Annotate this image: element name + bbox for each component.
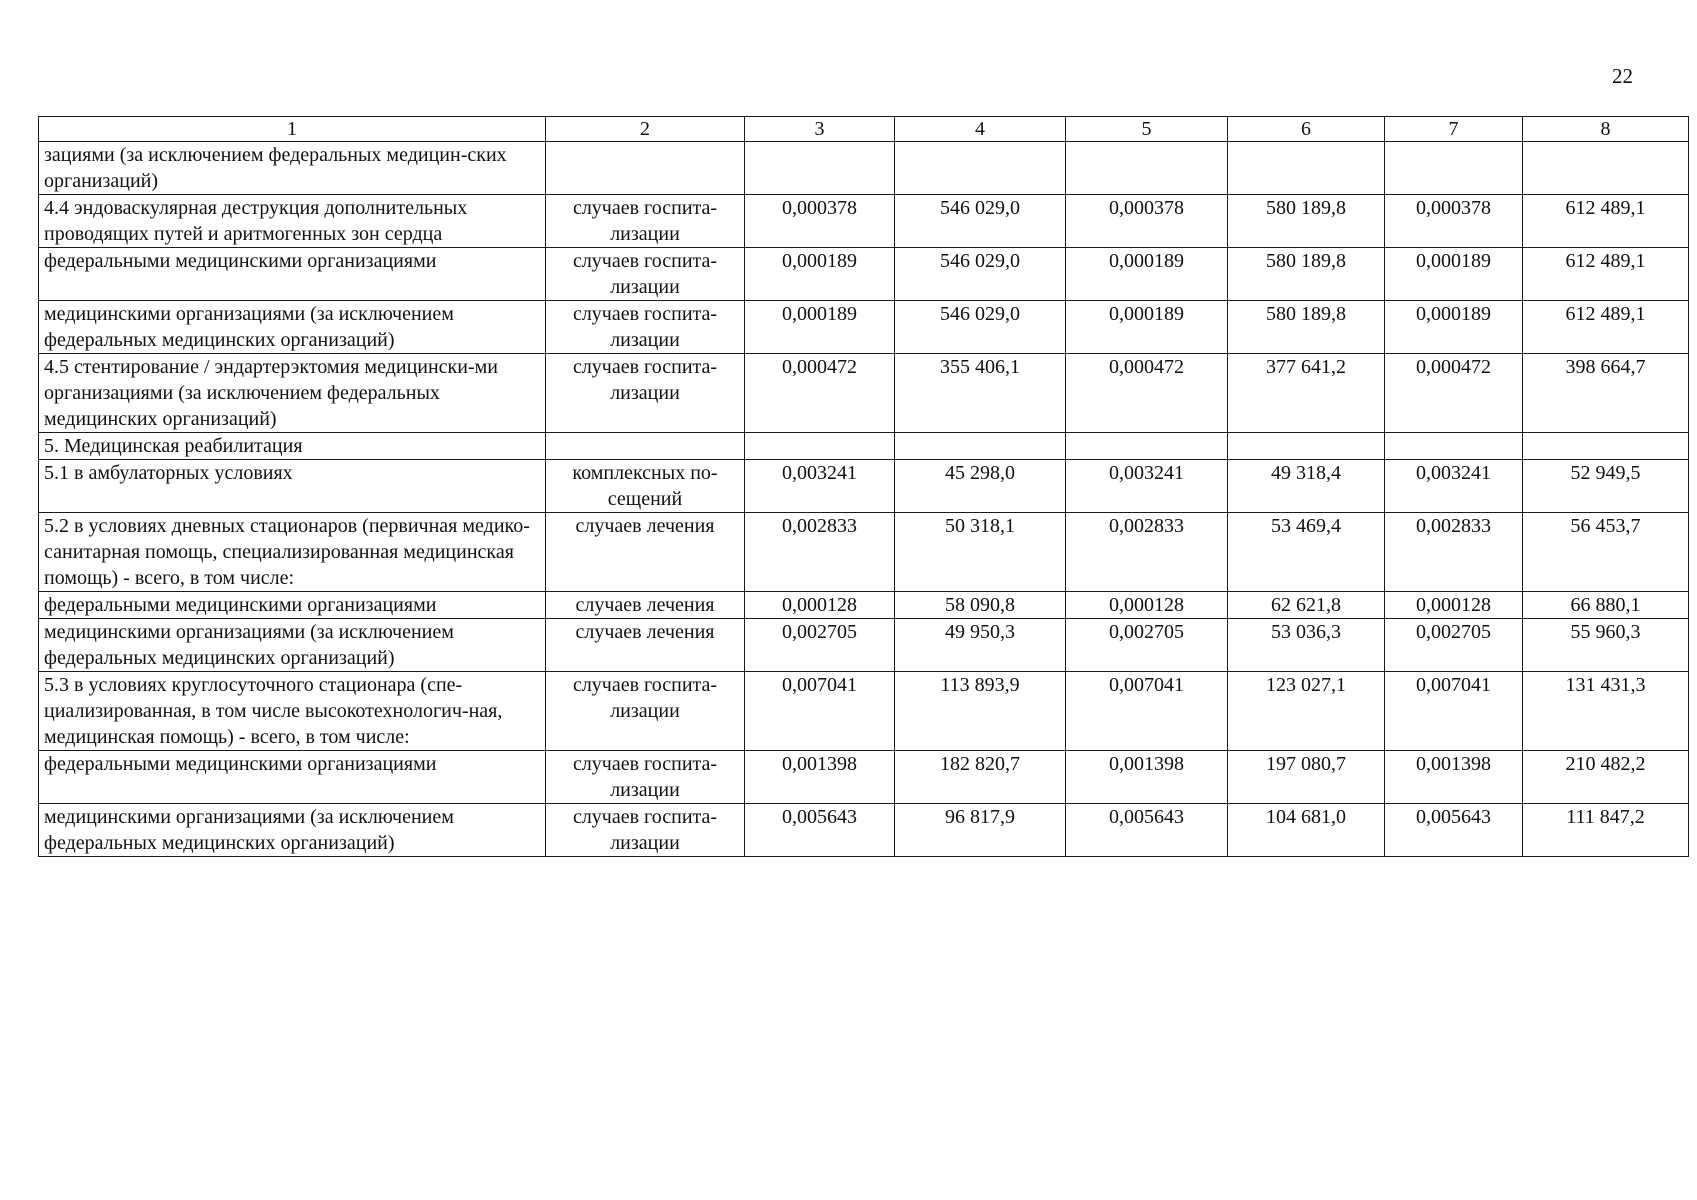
column-header: 8 xyxy=(1523,117,1689,142)
row-name-cell: федеральными медицинскими организациями xyxy=(39,248,546,301)
row-name-cell: 4.4 эндоваскулярная деструкция дополнительных проводящих путей и аритмогенных зон сердца xyxy=(39,195,546,248)
row-value-cell: 0,005643 xyxy=(1385,804,1523,857)
row-value-cell: 53 036,3 xyxy=(1228,619,1385,672)
row-value-cell: 0,003241 xyxy=(1066,460,1228,513)
row-value-cell xyxy=(1385,433,1523,460)
row-name-cell: федеральными медицинскими организациями xyxy=(39,751,546,804)
row-unit-cell: случаев лечения xyxy=(546,592,745,619)
row-unit-cell xyxy=(546,142,745,195)
row-value-cell: 0,001398 xyxy=(1385,751,1523,804)
row-name-cell: медицинскими организациями (за исключением федеральных медицинских организаций) xyxy=(39,619,546,672)
row-value-cell: 45 298,0 xyxy=(895,460,1066,513)
row-value-cell: 0,000189 xyxy=(1066,248,1228,301)
row-value-cell: 0,000472 xyxy=(1385,354,1523,433)
table-row xyxy=(39,248,1689,301)
row-value-cell: 0,000128 xyxy=(745,592,895,619)
table-row xyxy=(39,751,1689,804)
column-header: 6 xyxy=(1228,117,1385,142)
row-value-cell: 62 621,8 xyxy=(1228,592,1385,619)
row-value-cell xyxy=(1066,433,1228,460)
row-value-cell: 0,005643 xyxy=(1066,804,1228,857)
row-value-cell: 0,000189 xyxy=(1385,301,1523,354)
row-value-cell xyxy=(895,433,1066,460)
row-value-cell: 66 880,1 xyxy=(1523,592,1689,619)
data-table xyxy=(38,116,1689,857)
row-value-cell: 113 893,9 xyxy=(895,672,1066,751)
page-number: 22 xyxy=(1612,64,1633,88)
column-header: 7 xyxy=(1385,117,1523,142)
row-value-cell: 0,000189 xyxy=(1066,301,1228,354)
row-value-cell xyxy=(895,142,1066,195)
table-row xyxy=(39,354,1689,433)
row-name-cell: 5. Медицинская реабилитация xyxy=(39,433,546,460)
row-value-cell: 0,003241 xyxy=(1385,460,1523,513)
row-value-cell: 55 960,3 xyxy=(1523,619,1689,672)
row-value-cell: 96 817,9 xyxy=(895,804,1066,857)
table-row xyxy=(39,804,1689,857)
row-name-cell: медицинскими организациями (за исключением федеральных медицинских организаций) xyxy=(39,804,546,857)
row-value-cell: 0,000189 xyxy=(745,301,895,354)
row-value-cell xyxy=(1228,142,1385,195)
row-value-cell: 210 482,2 xyxy=(1523,751,1689,804)
row-value-cell xyxy=(1066,142,1228,195)
row-name-cell: 5.2 в условиях дневных стационаров (первичная медико-санитарная помощь, специализированная медицинская помощь) - всего, в том числе: xyxy=(39,513,546,592)
column-header: 3 xyxy=(745,117,895,142)
row-value-cell: 0,007041 xyxy=(1066,672,1228,751)
row-name-cell: зациями (за исключением федеральных медицин-ских организаций) xyxy=(39,142,546,195)
table-row xyxy=(39,142,1689,195)
row-value-cell: 52 949,5 xyxy=(1523,460,1689,513)
row-value-cell: 0,002833 xyxy=(745,513,895,592)
row-unit-cell: случаев госпита-лизации xyxy=(546,195,745,248)
table-row xyxy=(39,592,1689,619)
row-name-cell: федеральными медицинскими организациями xyxy=(39,592,546,619)
row-unit-cell: случаев лечения xyxy=(546,619,745,672)
row-value-cell xyxy=(1385,142,1523,195)
table-header-row xyxy=(39,117,1689,142)
table-row xyxy=(39,460,1689,513)
row-value-cell: 104 681,0 xyxy=(1228,804,1385,857)
row-value-cell: 123 027,1 xyxy=(1228,672,1385,751)
row-value-cell: 131 431,3 xyxy=(1523,672,1689,751)
row-value-cell: 58 090,8 xyxy=(895,592,1066,619)
row-value-cell: 0,000189 xyxy=(1385,248,1523,301)
row-value-cell: 0,002833 xyxy=(1385,513,1523,592)
row-value-cell: 546 029,0 xyxy=(895,301,1066,354)
row-value-cell: 0,000189 xyxy=(745,248,895,301)
row-name-cell: 4.5 стентирование / эндартерэктомия медицински-ми организациями (за исключением федеральных медицинских организаций) xyxy=(39,354,546,433)
row-value-cell: 398 664,7 xyxy=(1523,354,1689,433)
row-unit-cell: случаев госпита-лизации xyxy=(546,301,745,354)
row-value-cell xyxy=(745,433,895,460)
row-value-cell: 0,000128 xyxy=(1385,592,1523,619)
row-value-cell: 0,001398 xyxy=(745,751,895,804)
row-value-cell: 0,007041 xyxy=(1385,672,1523,751)
row-name-cell: 5.1 в амбулаторных условиях xyxy=(39,460,546,513)
row-value-cell: 53 469,4 xyxy=(1228,513,1385,592)
row-value-cell: 50 318,1 xyxy=(895,513,1066,592)
row-value-cell: 355 406,1 xyxy=(895,354,1066,433)
row-unit-cell: случаев госпита-лизации xyxy=(546,248,745,301)
row-value-cell: 0,001398 xyxy=(1066,751,1228,804)
row-unit-cell xyxy=(546,433,745,460)
row-unit-cell: случаев госпита-лизации xyxy=(546,354,745,433)
row-value-cell: 0,002705 xyxy=(1385,619,1523,672)
row-value-cell: 546 029,0 xyxy=(895,248,1066,301)
row-value-cell xyxy=(1523,142,1689,195)
row-value-cell: 0,000378 xyxy=(1066,195,1228,248)
table-body xyxy=(39,142,1689,857)
row-value-cell: 0,000378 xyxy=(1385,195,1523,248)
row-unit-cell: случаев госпита-лизации xyxy=(546,804,745,857)
table-row xyxy=(39,301,1689,354)
row-value-cell: 0,000128 xyxy=(1066,592,1228,619)
row-unit-cell: случаев госпита-лизации xyxy=(546,751,745,804)
table-row xyxy=(39,433,1689,460)
row-value-cell: 0,005643 xyxy=(745,804,895,857)
table-row xyxy=(39,619,1689,672)
row-value-cell: 612 489,1 xyxy=(1523,301,1689,354)
row-value-cell: 0,002705 xyxy=(1066,619,1228,672)
column-header: 4 xyxy=(895,117,1066,142)
row-value-cell: 111 847,2 xyxy=(1523,804,1689,857)
row-value-cell: 0,002833 xyxy=(1066,513,1228,592)
row-name-cell: медицинскими организациями (за исключением федеральных медицинских организаций) xyxy=(39,301,546,354)
row-unit-cell: случаев госпита-лизации xyxy=(546,672,745,751)
column-header: 2 xyxy=(546,117,745,142)
row-value-cell xyxy=(1228,433,1385,460)
row-value-cell: 580 189,8 xyxy=(1228,248,1385,301)
column-header: 1 xyxy=(39,117,546,142)
row-unit-cell: случаев лечения xyxy=(546,513,745,592)
row-value-cell: 0,002705 xyxy=(745,619,895,672)
table-row xyxy=(39,672,1689,751)
column-header: 5 xyxy=(1066,117,1228,142)
row-value-cell: 49 950,3 xyxy=(895,619,1066,672)
row-value-cell: 377 641,2 xyxy=(1228,354,1385,433)
row-value-cell xyxy=(1523,433,1689,460)
row-value-cell xyxy=(745,142,895,195)
row-name-cell: 5.3 в условиях круглосуточного стационара (спе-циализированная, в том числе высокотехнологич-ная, медицинская помощь) - всего, в том числе: xyxy=(39,672,546,751)
row-value-cell: 546 029,0 xyxy=(895,195,1066,248)
row-value-cell: 0,003241 xyxy=(745,460,895,513)
row-value-cell: 612 489,1 xyxy=(1523,195,1689,248)
row-value-cell: 0,000472 xyxy=(1066,354,1228,433)
row-value-cell: 197 080,7 xyxy=(1228,751,1385,804)
row-value-cell: 580 189,8 xyxy=(1228,301,1385,354)
row-value-cell: 182 820,7 xyxy=(895,751,1066,804)
row-value-cell: 0,000378 xyxy=(745,195,895,248)
row-unit-cell: комплексных по-сещений xyxy=(546,460,745,513)
table-row xyxy=(39,513,1689,592)
row-value-cell: 612 489,1 xyxy=(1523,248,1689,301)
row-value-cell: 0,000472 xyxy=(745,354,895,433)
table-row xyxy=(39,195,1689,248)
row-value-cell: 49 318,4 xyxy=(1228,460,1385,513)
row-value-cell: 0,007041 xyxy=(745,672,895,751)
row-value-cell: 580 189,8 xyxy=(1228,195,1385,248)
row-value-cell: 56 453,7 xyxy=(1523,513,1689,592)
